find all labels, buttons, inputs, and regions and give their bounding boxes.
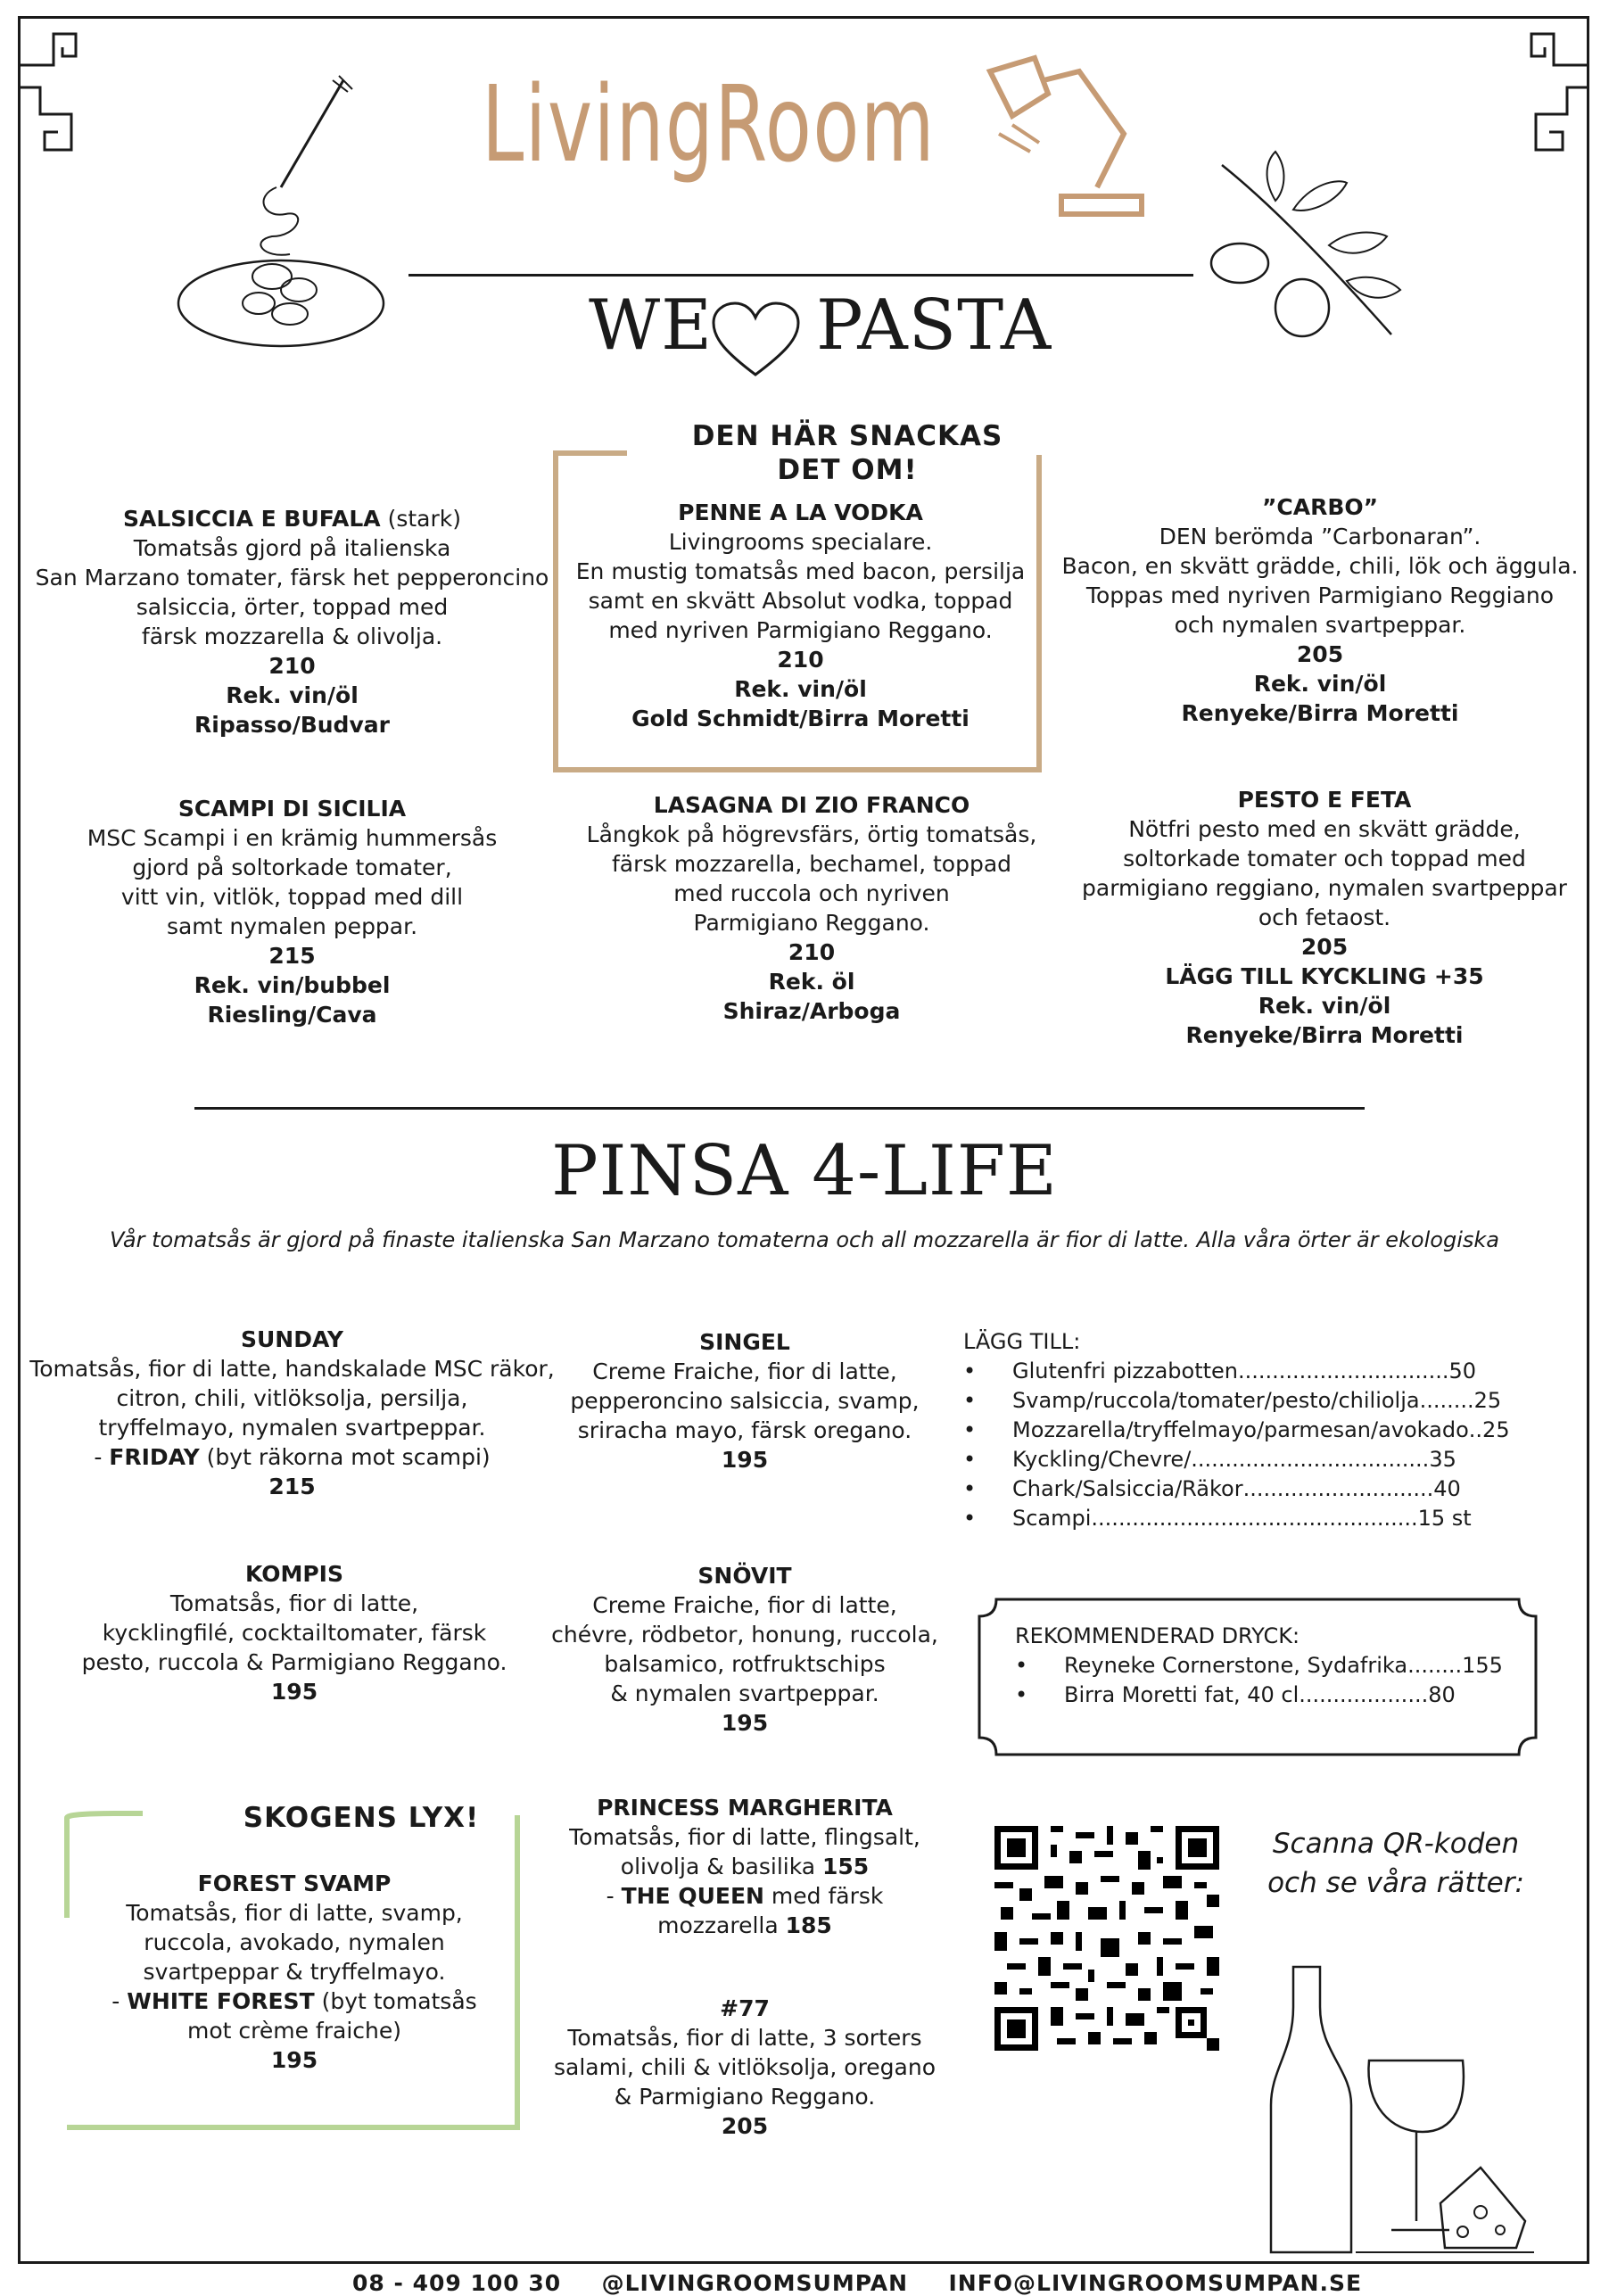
item-desc: & Parmigiano Reggano. [614,2084,876,2110]
item-desc: sriracha mayo, färsk oregano. [577,1417,912,1443]
olive-branch-illustration [1195,147,1418,352]
item-name: SUNDAY [240,1326,344,1352]
bullet: • [963,1447,977,1472]
menu-item-scampi [54,794,531,1029]
bullet: • [963,1417,977,1442]
item-price: 210 [788,939,836,965]
item-desc: med nyriven Parmigiano Reggano. [608,617,993,643]
item-desc: Livingrooms specialare. [668,529,933,555]
addon-dots: ................................................ [1091,1506,1418,1531]
item-desc: DEN berömda ”Carbonaran”. [1159,524,1481,549]
item-desc: svartpeppar & tryffelmayo. [143,1959,446,1985]
drink-dots: ................... [1299,1682,1429,1707]
item-desc: Tomatsås, fior di latte, svamp, [126,1900,463,1926]
corner-ornament-top-right [1500,16,1589,168]
drink-price: 155 [1462,1653,1503,1678]
item-desc: Creme Fraiche, fior di latte, [592,1592,897,1618]
item-price: 195 [721,1447,769,1473]
drink-label: Birra Moretti fat, 40 cl [1064,1682,1300,1707]
pinsa-forest [71,1869,517,2075]
item-desc: balsamico, rotfruktschips [604,1651,886,1677]
addons-list [963,1327,1510,1533]
bullet: • [963,1506,977,1531]
item-desc: Creme Fraiche, fior di latte, [592,1359,897,1384]
item-desc: chévre, rödbetor, honung, ruccola, [551,1622,938,1648]
heart-icon [709,300,803,380]
brand-logo [482,54,981,232]
pinsa-snovit [540,1561,950,1738]
item-price: 210 [268,653,316,679]
addon-dots: ............................... [1238,1359,1449,1383]
item-extra: LÄGG TILL KYCKLING +35 [1165,963,1484,989]
item-desc: Toppas med nyriven Parmigiano Reggiano [1085,582,1555,608]
item-desc: Tomatsås gjord på italienska [133,535,451,561]
item-rek: Rek. vin/öl [1258,993,1391,1019]
pinsa-princess [535,1793,954,1940]
item-rek: Rek. vin/öl [1253,671,1387,697]
pinsa-singel [544,1327,945,1474]
qr-caption-line2: och se våra rätter: [1267,1867,1524,1899]
item-price: 195 [721,1710,769,1736]
item-pairing: Shiraz/Arboga [722,998,901,1024]
addon-dots: ............................ [1242,1476,1434,1501]
corner-ornament-top-left [18,16,107,168]
item-rek: Rek. vin/öl [226,682,359,708]
variant-note: (byt tomatsås [314,1988,477,2014]
item-price: 195 [270,1679,318,1705]
addon-price: 50 [1448,1359,1477,1383]
item-desc: San Marzano tomater, färsk het pepperoncino [35,565,549,591]
variant-name: FRIDAY [109,1444,200,1470]
divider-middle [194,1107,1365,1110]
item-name: ”CARBO” [1261,494,1379,520]
item-name: FOREST SVAMP [197,1871,392,1896]
addon-label: Chark/Salsiccia/Räkor [1012,1476,1243,1501]
qr-code[interactable] [988,1820,1225,2057]
item-desc: Nötfri pesto med en skvätt grädde, [1128,816,1521,842]
item-desc: & nymalen svartpeppar. [610,1681,879,1706]
item-name: PESTO E FETA [1237,787,1412,813]
addon-price: 25 [1482,1417,1510,1442]
item-desc: salami, chili & vitlöksolja, oregano [553,2054,937,2080]
item-price: 185 [785,1912,832,1938]
item-desc: Tomatsås, fior di latte, [169,1590,419,1616]
featured-tag-line1: DEN HÄR SNACKAS [691,420,1003,452]
qr-caption-line1: Scanna QR-koden [1272,1828,1520,1860]
addon-row [963,1445,1510,1474]
item-name: SINGEL [699,1329,790,1355]
variant-name: THE QUEEN [621,1883,764,1909]
item-desc: pesto, ruccola & Parmigiano Reggano. [81,1649,507,1675]
item-pairing: Riesling/Cava [207,1002,377,1028]
item-price: 215 [268,943,316,969]
menu-item-lasagna [580,790,1044,1026]
variant-prefix: - [606,1883,622,1909]
pasta-heading-we: WE [589,285,714,366]
skogens-tag: SKOGENS LYX! [243,1802,480,1834]
variant-note: med färsk [763,1883,884,1909]
logo-wordmark: LivingRoom [482,62,936,186]
item-price: 205 [721,2113,769,2139]
item-pairing: Renyeke/Birra Moretti [1185,1022,1464,1048]
item-desc: Långkok på högrevsfärs, örtig tomatsås, [586,822,1037,847]
item-desc: En mustig tomatsås med bacon, persilja [575,558,1026,584]
addon-row [963,1504,1510,1533]
item-pairing: Renyeke/Birra Moretti [1181,700,1459,726]
pinsa-kompis [62,1559,526,1706]
addon-label: Kyckling/Chevre/ [1012,1447,1192,1472]
drink-label: Reyneke Cornerstone, Sydafrika [1064,1653,1408,1678]
item-name: PENNE A LA VODKA [678,500,923,525]
item-name: LASAGNA DI ZIO FRANCO [653,792,970,818]
addon-dots: .. [1468,1417,1483,1442]
item-desc: Tomatsås, fior di latte, flingsalt, [569,1824,920,1850]
item-desc: Bacon, en skvätt grädde, chili, lök och äggula. [1061,553,1579,579]
pasta-heading-pasta: PASTA [816,285,1052,366]
addon-price: 35 [1429,1447,1456,1472]
item-desc: ruccola, avokado, nymalen [144,1929,445,1955]
menu-item-penne-vodka [557,498,1044,733]
variant-note: (byt räkorna mot scampi) [199,1444,491,1470]
item-desc: soltorkade tomater och toppad med [1123,846,1526,871]
featured-tag-line2: DET OM! [777,454,918,486]
item-name: SALSICCIA E BUFALA [123,506,381,532]
item-desc: mozzarella [657,1912,786,1938]
drink-dots: ........ [1407,1653,1463,1678]
item-price: 155 [822,1854,870,1879]
drink-row [1015,1681,1503,1710]
menu-item-salsiccia [27,504,557,739]
item-desc: salsiccia, örter, toppad med [136,594,449,620]
addon-dots: ................................... [1191,1447,1430,1472]
addon-price: 40 [1433,1476,1461,1501]
drink-price: 80 [1428,1682,1456,1707]
item-name: KOMPIS [244,1561,343,1587]
item-name: SCAMPI DI SICILIA [177,796,407,822]
item-desc: parmigiano reggiano, nymalen svartpeppar [1082,875,1567,901]
pasta-plate-illustration [174,62,406,366]
variant-prefix: - [94,1444,110,1470]
addon-price: 25 [1473,1388,1502,1413]
addons-title: LÄGG TILL: [963,1329,1081,1354]
item-desc: Tomatsås, fior di latte, handskalade MSC räkor, [29,1356,555,1382]
item-rek: Rek. vin/öl [734,676,867,702]
variant-line2: mot crème fraiche) [186,2018,401,2044]
bullet: • [963,1359,977,1383]
addon-label: Scampi [1012,1506,1092,1531]
item-desc: pepperoncino salsiccia, svamp, [570,1388,920,1414]
qr-caption [1249,1824,1543,1903]
divider-top [408,274,1193,277]
item-rek: Rek. öl [768,969,855,995]
addon-label: Mozzarella/tryffelmayo/parmesan/avokado [1012,1417,1469,1442]
desk-lamp-icon [963,54,1168,232]
item-name: SNÖVIT [697,1563,792,1589]
bullet: • [1015,1653,1028,1678]
menu-item-pesto-feta [1070,785,1579,1050]
item-desc: samt en skvätt Absolut vodka, toppad [588,588,1013,614]
variant-prefix: - [111,1988,128,2014]
item-rek: Rek. vin/bubbel [194,972,391,998]
footer-phone[interactable]: 08 - 409 100 30 [352,2270,562,2296]
addon-label: Glutenfri pizzabotten [1012,1359,1238,1383]
bullet: • [1015,1682,1028,1707]
item-desc: tryffelmayo, nymalen svartpeppar. [98,1415,486,1441]
footer-instagram[interactable]: @LIVINGROOMSUMPAN [601,2270,909,2296]
addon-dots: ........ [1419,1388,1474,1413]
item-desc: färsk mozzarella, bechamel, toppad [611,851,1012,877]
item-desc: vitt vin, vitlök, toppad med dill [120,884,464,910]
item-note: (stark) [380,506,461,532]
pinsa-sunday [27,1325,557,1501]
item-name: #77 [720,1995,770,2021]
bullet: • [963,1388,977,1413]
addon-row [963,1416,1510,1445]
addon-row [963,1386,1510,1416]
item-desc: olivolja & basilika [620,1854,823,1879]
addon-row [963,1474,1510,1504]
pinsa-intro: Vår tomatsås är gjord på finaste italienska San Marzano tomaterna och all mozzarella är fior di latte. Alla våra örter är ekologiska [110,1227,1499,1252]
item-price: 215 [268,1474,316,1499]
item-price: 205 [1300,934,1349,960]
menu-item-carbo [1057,492,1583,728]
pinsa-77 [535,1994,954,2141]
item-desc: Tomatsås, fior di latte, 3 sorters [567,2025,922,2051]
item-desc: och fetaost. [1258,904,1391,930]
item-desc: och nymalen svartpeppar. [1174,612,1466,638]
item-desc: färsk mozzarella & olivolja. [141,624,443,649]
bullet: • [963,1476,977,1501]
item-price: 205 [1296,641,1344,667]
addon-price: 15 st [1417,1506,1472,1531]
item-name: PRINCESS MARGHERITA [597,1795,893,1821]
item-pairing: Gold Schmidt/Birra Moretti [631,706,970,731]
item-price: 210 [777,647,824,673]
addon-label: Svamp/ruccola/tomater/pesto/chiliolja [1012,1388,1420,1413]
addon-row [963,1357,1510,1386]
featured-tag [656,419,1039,487]
item-price: 195 [270,2047,318,2073]
item-desc: med ruccola och nyriven [673,880,950,906]
item-pairing: Ripasso/Budvar [194,712,390,738]
drinks-list [1015,1622,1503,1710]
drink-row [1015,1651,1503,1681]
pinsa-heading: PINSA 4-LIFE [551,1131,1058,1211]
item-desc: samt nymalen peppar. [166,913,418,939]
wine-cheese-illustration [1267,1953,1534,2257]
item-desc: citron, chili, vitlöksolja, persilja, [116,1385,468,1411]
item-desc: MSC Scampi i en krämig hummersås [87,825,498,851]
variant-name: WHITE FOREST [127,1988,315,2014]
item-desc: gjord på soltorkade tomater, [132,855,452,880]
item-desc: Parmigiano Reggano. [693,910,930,936]
drinks-title: REKOMMENDERAD DRYCK: [1015,1623,1300,1648]
item-desc: kycklingfilé, cocktailtomater, färsk [102,1620,487,1646]
footer-email[interactable]: INFO@LIVINGROOMSUMPAN.SE [948,2270,1363,2296]
